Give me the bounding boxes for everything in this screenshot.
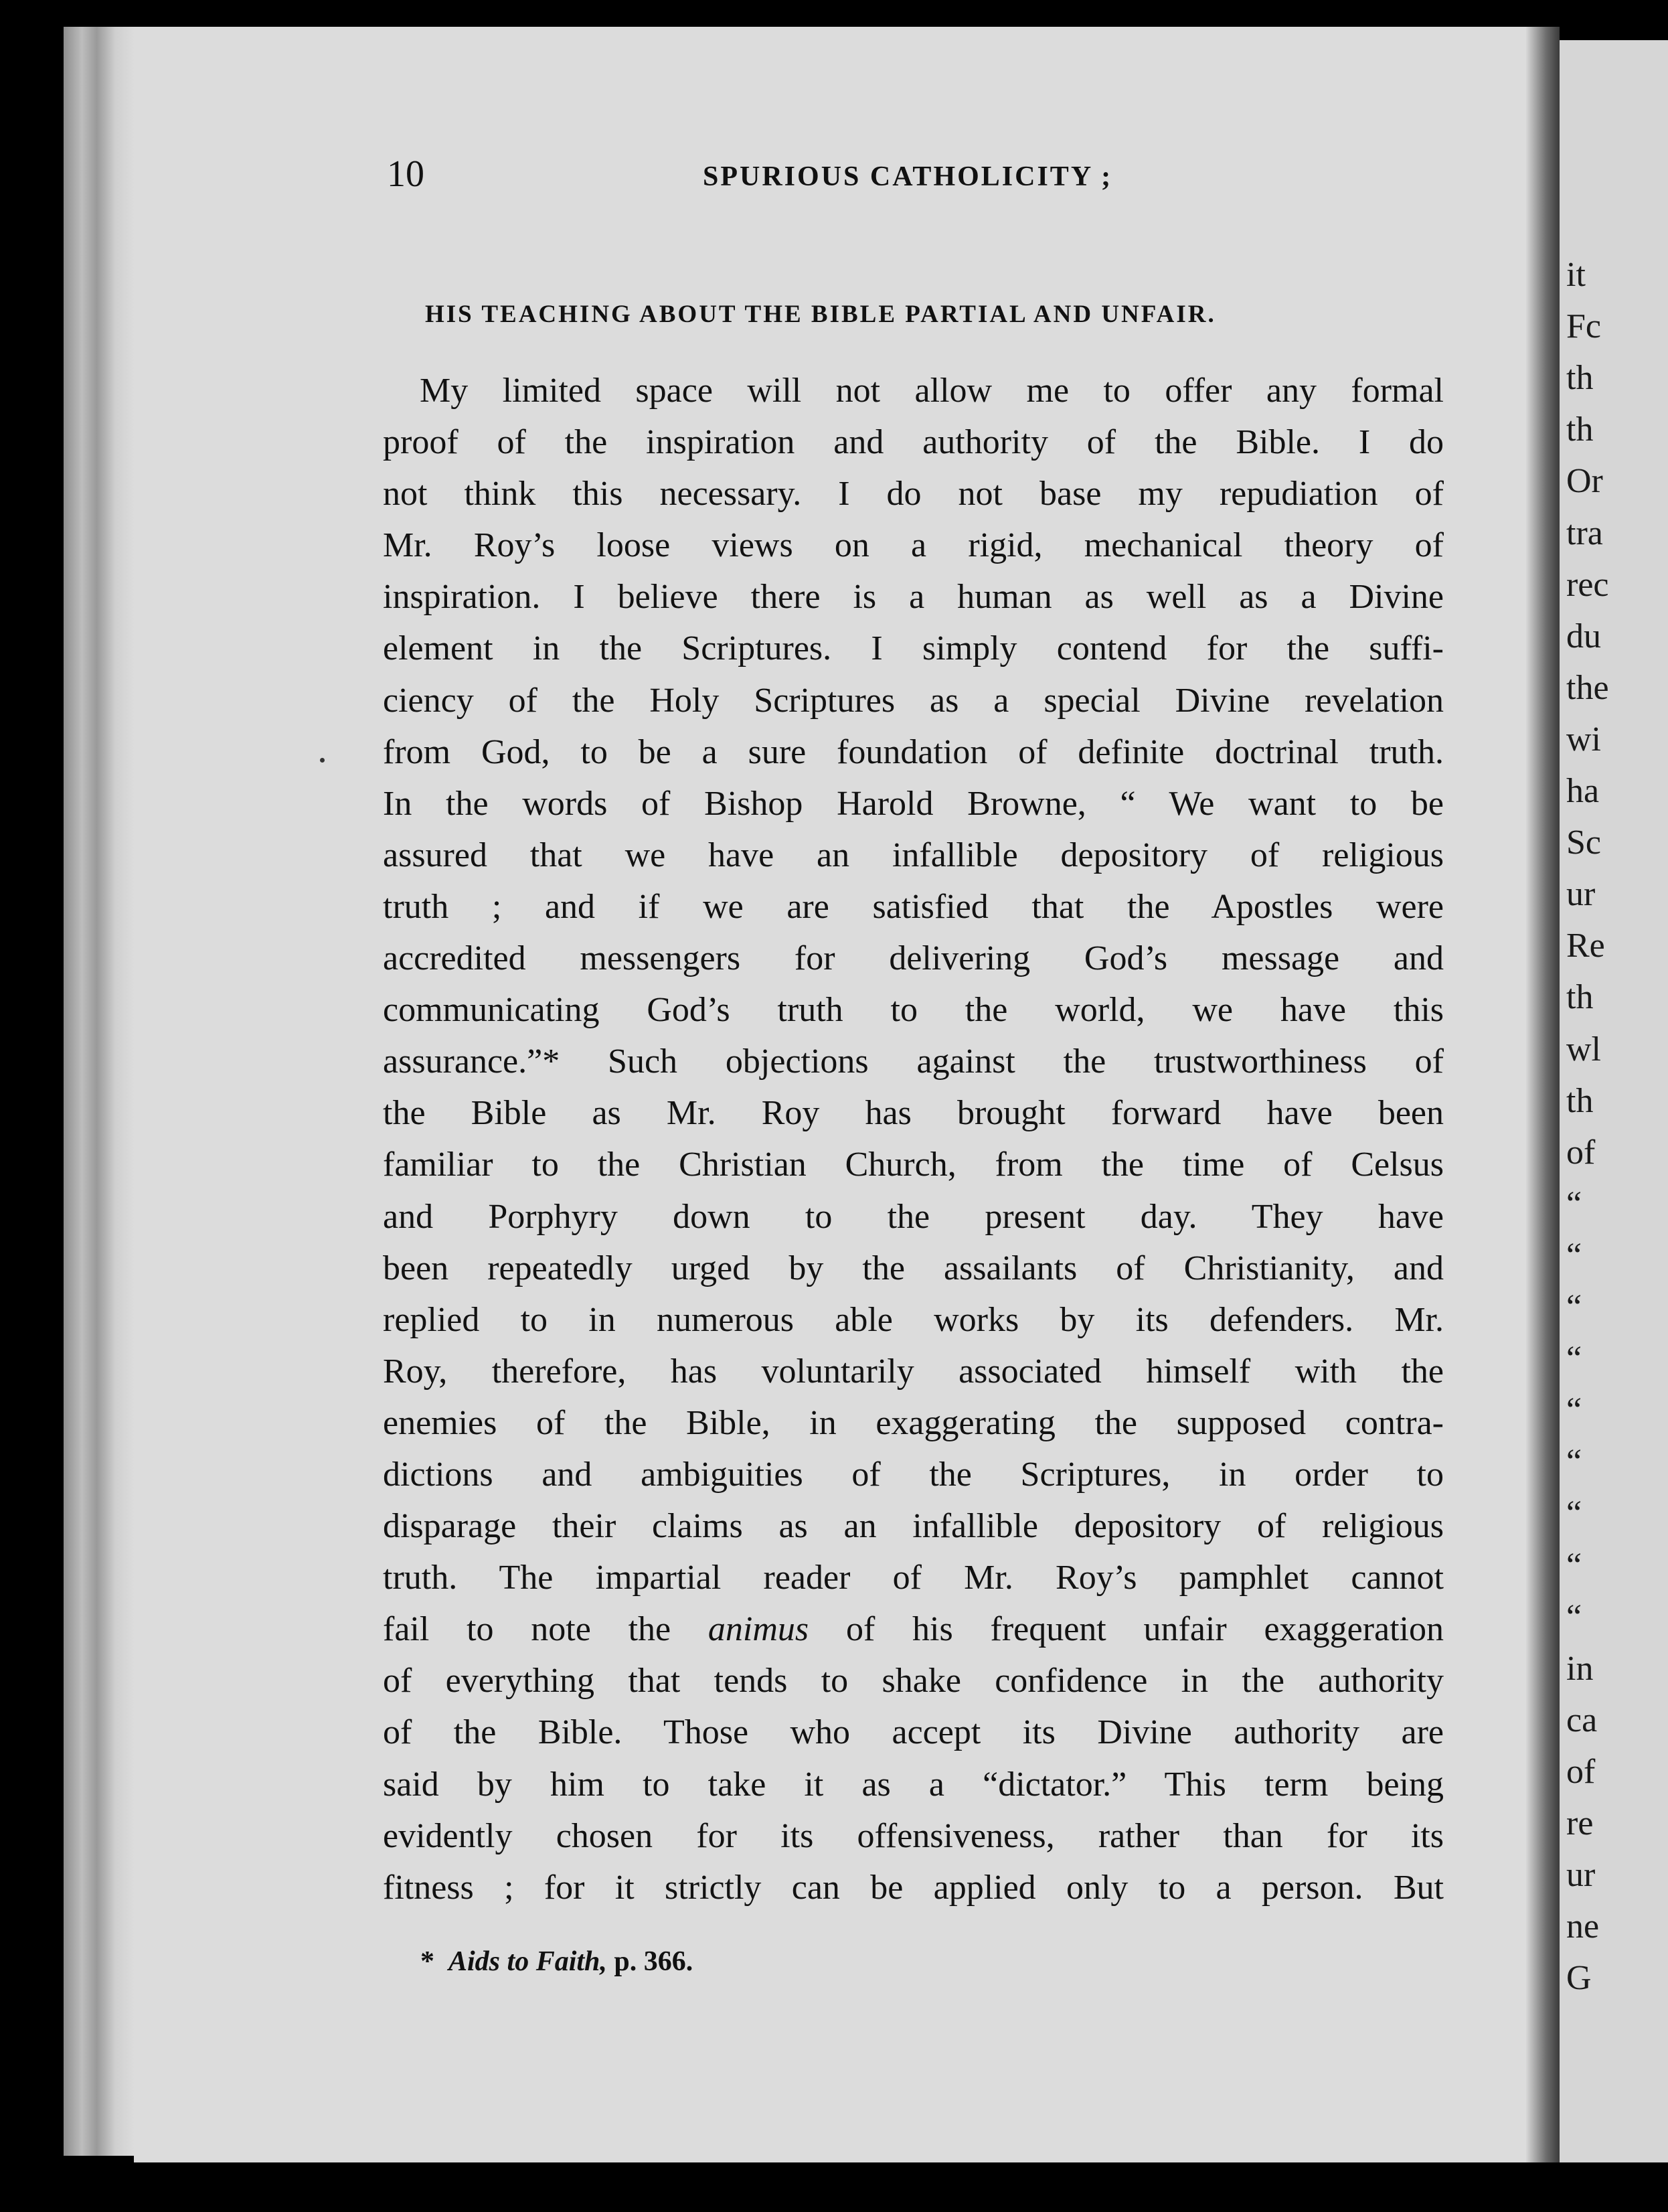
- facing-page-text-fragment: ha: [1566, 772, 1600, 810]
- animus-italic: animus: [707, 1610, 809, 1649]
- text-line: dictions and ambiguities of the Scriptures, in order to: [383, 1455, 1444, 1494]
- text-line: said by him to take it as a “dictator.” This term being: [383, 1765, 1444, 1804]
- margin-speck: [320, 758, 325, 763]
- footnote-title: Aids to Faith,: [448, 1946, 607, 1977]
- facing-page-text-fragment: wl: [1566, 1030, 1601, 1069]
- facing-page-text-fragment: “: [1566, 1184, 1582, 1223]
- text-line: proof of the inspiration and authority of the Bible. I do: [383, 423, 1444, 462]
- facing-page-text-fragment: the: [1566, 668, 1609, 707]
- text-line: been repeatedly urged by the assailants of Christianity, and: [383, 1249, 1444, 1287]
- facing-page-text-fragment: “: [1566, 1288, 1582, 1326]
- text-line: communicating God’s truth to the world, we have this: [383, 991, 1444, 1030]
- text-line: assurance.”* Such objections against the trustworthiness of: [383, 1042, 1444, 1081]
- facing-page-text-fragment: rec: [1566, 565, 1609, 604]
- text-line: assured that we have an infallible depository of religious: [383, 836, 1444, 874]
- text-line: from God, to be a sure foundation of definite doctrinal truth.: [383, 732, 1444, 771]
- facing-page-text-fragment: Or: [1566, 462, 1603, 501]
- facing-page-text-fragment: du: [1566, 617, 1601, 655]
- text-line: the Bible as Mr. Roy has brought forward have been: [383, 1094, 1444, 1133]
- text-line: evidently chosen for its offensiveness, rather than for its: [383, 1816, 1444, 1855]
- facing-page-text-fragment: th: [1566, 1081, 1594, 1120]
- section-heading: HIS TEACHING ABOUT THE BIBLE PARTIAL AND UNFAIR.: [425, 301, 1216, 328]
- page-gutter: [1526, 27, 1560, 2162]
- facing-page-fragment: [1560, 40, 1668, 2162]
- animus-after: of his frequent unfair exaggeration: [845, 1610, 1444, 1649]
- text-line: enemies of the Bible, in exaggerating the supposed contra-: [383, 1403, 1444, 1442]
- text-line: disparage their claims as an infallible depository of religious: [383, 1507, 1444, 1546]
- facing-page-text-fragment: “: [1566, 1236, 1582, 1275]
- animus-before: fail to note the: [383, 1610, 671, 1649]
- facing-page-text-fragment: “: [1566, 1546, 1582, 1585]
- facing-page-text-fragment: “: [1566, 1391, 1582, 1430]
- facing-page-text-fragment: ca: [1566, 1701, 1598, 1739]
- facing-page-text-fragment: G: [1566, 1959, 1592, 1998]
- footnote: [420, 1946, 693, 1978]
- facing-page-text-fragment: wi: [1566, 720, 1601, 759]
- text-line: truth ; and if we are satisfied that the Apostles were: [383, 887, 1444, 926]
- facing-page-text-fragment: Fc: [1566, 307, 1601, 346]
- facing-page-text-fragment: ur: [1566, 1856, 1596, 1895]
- facing-page-text-fragment: ne: [1566, 1907, 1600, 1946]
- text-line: replied to in numerous able works by its defenders. Mr.: [383, 1300, 1444, 1339]
- facing-page-text-fragment: “: [1566, 1340, 1582, 1378]
- facing-page-text-fragment: th: [1566, 410, 1594, 449]
- facing-page-text-fragment: Sc: [1566, 823, 1601, 862]
- text-line: fitness ; for it strictly can be applied only to a person. But: [383, 1868, 1444, 1907]
- text-line: of the Bible. Those who accept its Divine authority are: [383, 1713, 1444, 1752]
- text-line-animus: [383, 1603, 1444, 1655]
- text-line: element in the Scriptures. I simply contend for the suffi-: [383, 629, 1444, 668]
- facing-page-text-fragment: tra: [1566, 514, 1603, 552]
- text-line: In the words of Bishop Harold Browne, “ We want to be: [383, 784, 1444, 823]
- text-line: Mr. Roy’s loose views on a rigid, mechanical theory of: [383, 526, 1444, 565]
- text-line: Roy, therefore, has voluntarily associated himself with the: [383, 1352, 1444, 1391]
- facing-page-text-fragment: “: [1566, 1494, 1582, 1533]
- facing-page-text-fragment: “: [1566, 1443, 1582, 1482]
- body-paragraph: [383, 365, 1444, 1913]
- running-title: SPURIOUS CATHOLICITY ;: [703, 161, 1113, 192]
- text-line: ciency of the Holy Scriptures as a special Divine revelation: [383, 681, 1444, 720]
- text-line: and Porphyry down to the present day. They have: [383, 1197, 1444, 1236]
- text-line: inspiration. I believe there is a human as well as a Divine: [383, 578, 1444, 617]
- facing-page-text-fragment: of: [1566, 1133, 1596, 1172]
- book-binding-edge: [64, 27, 137, 2156]
- text-line: truth. The impartial reader of Mr. Roy’s pamphlet cannot: [383, 1559, 1444, 1597]
- text-line: of everything that tends to shake confidence in the authority: [383, 1662, 1444, 1701]
- facing-page-text-fragment: re: [1566, 1804, 1594, 1842]
- facing-page-text-fragment: of: [1566, 1752, 1596, 1791]
- facing-page-text-fragment: in: [1566, 1649, 1594, 1688]
- text-line: not think this necessary. I do not base my repudiation of: [383, 475, 1444, 514]
- page-number: 10: [387, 153, 424, 195]
- facing-page-text-fragment: th: [1566, 978, 1594, 1017]
- facing-page-text-fragment: it: [1566, 256, 1586, 294]
- text-line: familiar to the Christian Church, from the time of Celsus: [383, 1146, 1444, 1184]
- facing-page-text-fragment: th: [1566, 359, 1594, 398]
- footnote-marker: *: [420, 1946, 434, 1977]
- text-line: My limited space will not allow me to offer any formal: [420, 372, 1444, 410]
- facing-page-text-fragment: Re: [1566, 927, 1605, 965]
- facing-page-text-fragment: “: [1566, 1597, 1582, 1636]
- footnote-page: p. 366.: [614, 1946, 693, 1977]
- text-line: accredited messengers for delivering God’s message and: [383, 939, 1444, 978]
- facing-page-text-fragment: ur: [1566, 875, 1596, 914]
